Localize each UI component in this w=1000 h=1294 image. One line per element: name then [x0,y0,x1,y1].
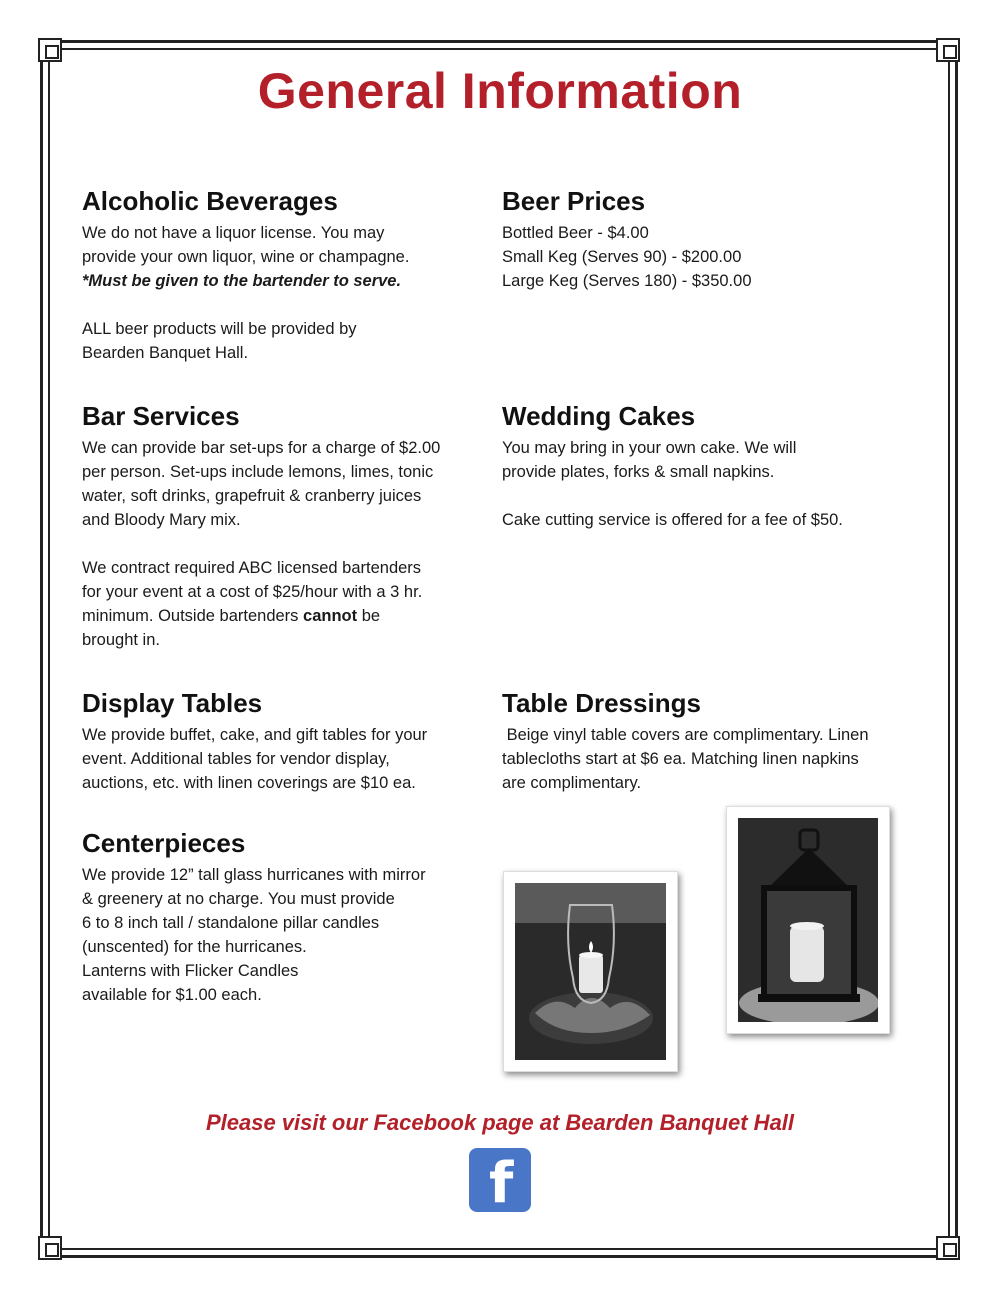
text-line: Bearden Banquet Hall. [82,344,249,362]
text-line: provide plates, forks & small napkins. [502,463,775,481]
section-heading: Alcoholic Beverages [82,186,338,216]
hurricane-illustration [515,883,666,1060]
hurricane-centerpiece-photo [503,871,678,1072]
facebook-icon[interactable] [469,1148,531,1216]
section-centerpieces [82,828,492,1007]
text-line: per person. Set-ups include lemons, limes, tonic [82,463,434,481]
text-line: Beige vinyl table covers are complimentary. Linen [502,726,869,744]
paragraph [502,508,922,532]
paragraph [502,436,922,484]
section-heading: Table Dressings [502,688,701,718]
paragraph [82,436,492,532]
photo-image [738,818,878,1022]
text-line: You may bring in your own cake. We will [502,439,797,457]
paragraph [82,317,492,365]
corner-ornament-bottom-right [936,1236,960,1260]
text-line: water, soft drinks, grapefruit & cranberry juices [82,487,422,505]
paragraph [502,723,922,795]
section-table-dressings [502,688,922,795]
paragraph [82,723,492,795]
text-line: We provide buffet, cake, and gift tables for your [82,726,428,744]
section-alcoholic-beverages [82,186,492,365]
page-title: General Information [257,63,743,119]
section-display-tables [82,688,492,795]
text-line: and Bloody Mary mix. [82,511,241,529]
text-line: are complimentary. [502,774,642,792]
text-line: We contract required ABC licensed bartenders [82,559,422,577]
text-line: provide your own liquor, wine or champagne. [82,248,410,266]
bartender-note: *Must be given to the bartender to serve. [82,272,402,290]
lantern-illustration [738,818,878,1022]
text-line: Lanterns with Flicker Candles [82,962,299,980]
price-item: Large Keg (Serves 180) - $350.00 [502,272,752,290]
price-item: Small Keg (Serves 90) - $200.00 [502,248,742,266]
price-item: Bottled Beer - $4.00 [502,224,649,242]
text-line: for your event at a cost of $25/hour with a 3 hr. [82,583,423,601]
text-line: event. Additional tables for vendor display, [82,750,390,768]
facebook-invite-text: Please visit our Facebook page at Bearden Banquet Hall [205,1110,795,1135]
paragraph [82,863,492,1007]
section-heading: Beer Prices [502,186,646,216]
text-line: We provide 12” tall glass hurricanes with mirror [82,866,426,884]
emphasis-cannot: cannot [303,607,358,625]
section-heading: Centerpieces [82,828,246,858]
text-line: ALL beer products will be provided by [82,320,357,338]
section-bar-services [82,401,492,652]
section-heading: Wedding Cakes [502,401,696,431]
section-heading: Bar Services [82,401,240,431]
text-line: be [357,607,381,625]
section-beer-prices [502,186,922,293]
price-list [502,221,922,293]
section-heading: Display Tables [82,688,263,718]
text-line: & greenery at no charge. You must provide [82,890,395,908]
paragraph [82,221,492,293]
text-line: available for $1.00 each. [82,986,262,1004]
text-line: 6 to 8 inch tall / standalone pillar candles [82,914,380,932]
facebook-glyph: f [489,1151,514,1216]
section-wedding-cakes [502,401,922,532]
text-line: auctions, etc. with linen coverings are $10 ea. [82,774,416,792]
paragraph [82,556,492,652]
text-line: brought in. [82,631,160,649]
corner-ornament-bottom-left [38,1236,62,1260]
text-line: We can provide bar set-ups for a charge of $2.00 [82,439,441,457]
lantern-photo [726,806,890,1034]
text-line: We do not have a liquor license. You may [82,224,385,242]
text-line: tablecloths start at $6 ea. Matching linen napkins [502,750,859,768]
corner-ornament-top-right [936,38,960,62]
text-line: Cake cutting service is offered for a fee of $50. [502,511,843,529]
text-line: minimum. Outside bartenders [82,607,304,625]
photo-image [515,883,666,1060]
corner-ornament-top-left [38,38,62,62]
text-line: (unscented) for the hurricanes. [82,938,307,956]
